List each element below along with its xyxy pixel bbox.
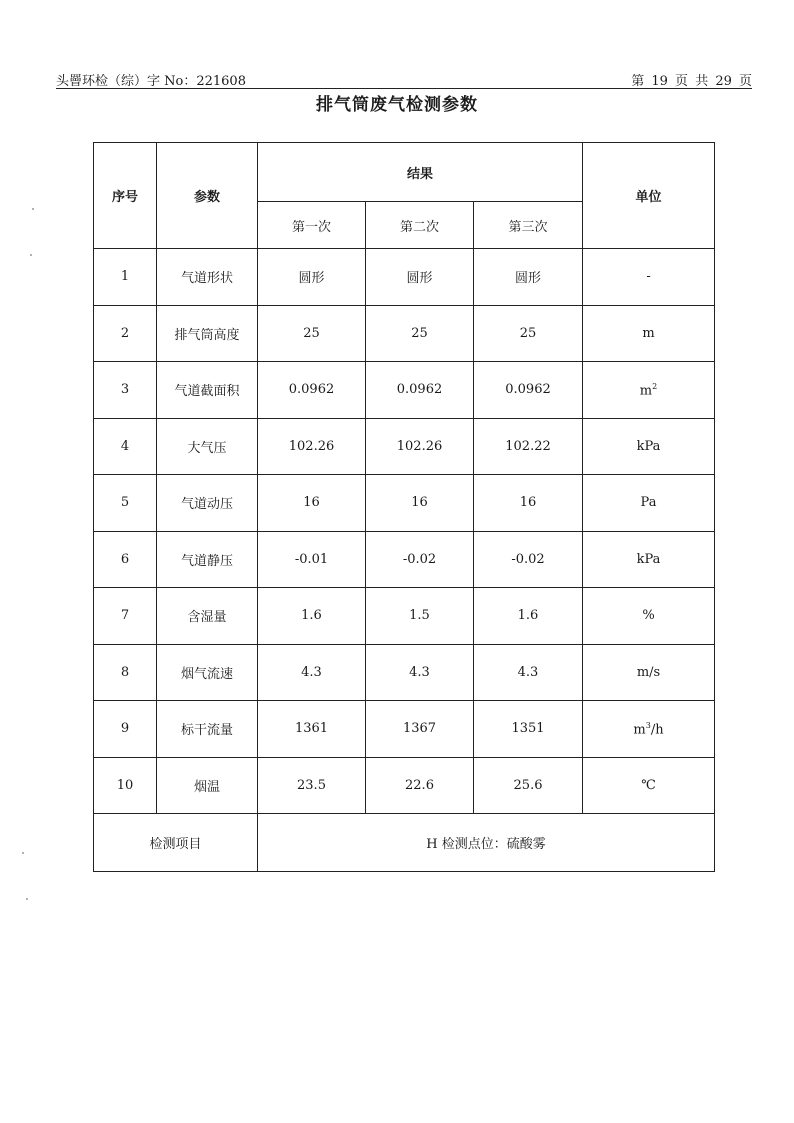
footer-value: H 检测点位：硫酸雾 bbox=[258, 814, 715, 872]
table-row bbox=[94, 475, 715, 532]
row-value-third: 16 bbox=[474, 475, 583, 532]
row-value-first: 16 bbox=[258, 475, 366, 532]
row-value-third: 4.3 bbox=[474, 644, 583, 701]
header-first: 第一次 bbox=[258, 202, 366, 249]
row-value-third: 1.6 bbox=[474, 588, 583, 645]
header-second: 第二次 bbox=[366, 202, 474, 249]
header-parameter: 参数 bbox=[157, 143, 258, 249]
row-value-second: 22.6 bbox=[366, 757, 474, 814]
row-value-first: 4.3 bbox=[258, 644, 366, 701]
row-unit bbox=[583, 531, 715, 588]
row-unit bbox=[583, 701, 715, 758]
unit-exponent: 3 bbox=[645, 720, 651, 730]
row-index: 10 bbox=[94, 757, 157, 814]
scan-speck bbox=[26, 898, 28, 900]
row-value-first: 23.5 bbox=[258, 757, 366, 814]
row-parameter: 大气压 bbox=[157, 418, 258, 475]
row-unit bbox=[583, 249, 715, 306]
row-parameter: 气道静压 bbox=[157, 531, 258, 588]
table-row bbox=[94, 644, 715, 701]
row-value-third: 圆形 bbox=[474, 249, 583, 306]
header-index: 序号 bbox=[94, 143, 157, 249]
row-parameter: 含湿量 bbox=[157, 588, 258, 645]
row-index: 7 bbox=[94, 588, 157, 645]
row-index: 9 bbox=[94, 701, 157, 758]
footer-label: 检测项目 bbox=[94, 814, 258, 872]
row-value-second: 25 bbox=[366, 305, 474, 362]
page-title: 排气筒废气检测参数 bbox=[316, 95, 478, 115]
row-value-third: 0.0962 bbox=[474, 362, 583, 419]
header-third: 第三次 bbox=[474, 202, 583, 249]
row-value-third: 25 bbox=[474, 305, 583, 362]
row-value-second: 102.26 bbox=[366, 418, 474, 475]
row-parameter: 烟温 bbox=[157, 757, 258, 814]
table-row bbox=[94, 701, 715, 758]
row-index: 5 bbox=[94, 475, 157, 532]
row-value-first: -0.01 bbox=[258, 531, 366, 588]
unit-symbol: kPa bbox=[636, 438, 661, 454]
unit-symbol: ℃ bbox=[641, 777, 656, 793]
row-value-first: 102.26 bbox=[258, 418, 366, 475]
page-indicator: 第 19 页 共 29 页 bbox=[631, 74, 752, 89]
table-row bbox=[94, 362, 715, 419]
row-unit bbox=[583, 475, 715, 532]
row-parameter: 气道截面积 bbox=[157, 362, 258, 419]
row-unit bbox=[583, 644, 715, 701]
exhaust-parameters-table bbox=[93, 142, 715, 872]
row-value-second: 16 bbox=[366, 475, 474, 532]
row-index: 4 bbox=[94, 418, 157, 475]
row-value-second: 圆形 bbox=[366, 249, 474, 306]
table-row bbox=[94, 757, 715, 814]
row-parameter: 标干流量 bbox=[157, 701, 258, 758]
unit-symbol: - bbox=[646, 269, 651, 285]
row-value-third: 1351 bbox=[474, 701, 583, 758]
row-parameter: 气道形状 bbox=[157, 249, 258, 306]
row-value-first: 圆形 bbox=[258, 249, 366, 306]
row-unit bbox=[583, 757, 715, 814]
row-index: 3 bbox=[94, 362, 157, 419]
unit-symbol: m bbox=[633, 721, 646, 737]
table-row bbox=[94, 249, 715, 306]
row-index: 1 bbox=[94, 249, 157, 306]
row-unit bbox=[583, 305, 715, 362]
table-footer-row bbox=[94, 814, 715, 872]
row-unit bbox=[583, 418, 715, 475]
unit-exponent: 2 bbox=[652, 381, 658, 391]
report-header bbox=[56, 68, 752, 89]
unit-symbol: m bbox=[639, 382, 653, 398]
row-parameter: 烟气流速 bbox=[157, 644, 258, 701]
row-value-first: 25 bbox=[258, 305, 366, 362]
row-index: 6 bbox=[94, 531, 157, 588]
unit-symbol: m bbox=[642, 325, 655, 341]
row-value-third: 25.6 bbox=[474, 757, 583, 814]
unit-suffix: /h bbox=[650, 721, 664, 737]
scan-speck bbox=[22, 852, 24, 854]
table-header-row bbox=[94, 143, 715, 202]
scan-speck bbox=[32, 208, 34, 210]
row-unit bbox=[583, 588, 715, 645]
row-parameter: 排气筒高度 bbox=[157, 305, 258, 362]
row-unit bbox=[583, 362, 715, 419]
report-number: 头罾环检（综）字 No：221608 bbox=[56, 74, 246, 89]
row-value-second: 1.5 bbox=[366, 588, 474, 645]
header-result: 结果 bbox=[258, 143, 583, 202]
row-value-third: 102.22 bbox=[474, 418, 583, 475]
row-parameter: 气道动压 bbox=[157, 475, 258, 532]
row-value-first: 1361 bbox=[258, 701, 366, 758]
table-row bbox=[94, 418, 715, 475]
unit-symbol: % bbox=[642, 608, 655, 624]
table-row bbox=[94, 588, 715, 645]
table-row bbox=[94, 305, 715, 362]
table-body bbox=[94, 249, 715, 814]
unit-symbol: m/s bbox=[636, 664, 661, 680]
row-value-first: 0.0962 bbox=[258, 362, 366, 419]
unit-symbol: Pa bbox=[640, 495, 657, 511]
row-value-third: -0.02 bbox=[474, 531, 583, 588]
row-index: 8 bbox=[94, 644, 157, 701]
row-value-second: 1367 bbox=[366, 701, 474, 758]
header-unit: 单位 bbox=[583, 143, 715, 249]
row-value-first: 1.6 bbox=[258, 588, 366, 645]
table-row bbox=[94, 531, 715, 588]
unit-symbol: kPa bbox=[636, 551, 661, 567]
row-index: 2 bbox=[94, 305, 157, 362]
scan-speck bbox=[30, 254, 32, 256]
row-value-second: 4.3 bbox=[366, 644, 474, 701]
row-value-second: 0.0962 bbox=[366, 362, 474, 419]
row-value-second: -0.02 bbox=[366, 531, 474, 588]
